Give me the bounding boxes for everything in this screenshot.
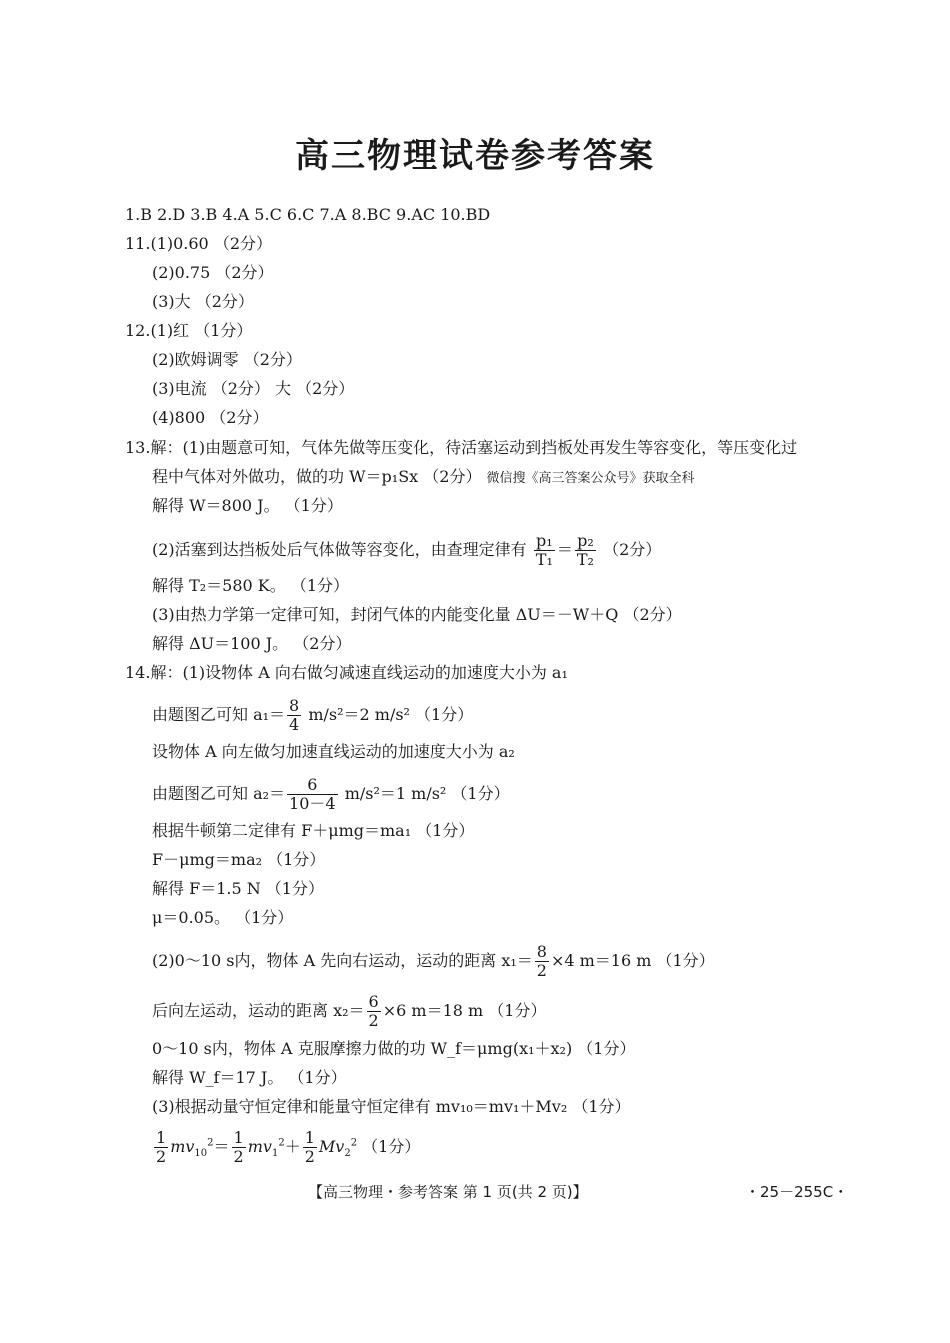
q14-x2-text: 后向左运动，运动的距离 x₂＝ — [152, 1001, 365, 1020]
q11-part3: (3)大 （2分） — [152, 292, 254, 311]
q11-part1: 11.(1)0.60 （2分） — [125, 234, 273, 253]
frac-num: 8 — [289, 696, 300, 715]
frac-den: 10－4 — [289, 794, 336, 813]
q14-line9 — [152, 943, 715, 980]
q14-fraction-8-4 — [287, 697, 301, 734]
q14-energy-score: （1分） — [362, 1137, 421, 1156]
q14-x2-result: ×6 m＝18 m （1分） — [382, 1001, 547, 1020]
frac-den: T₂ — [576, 550, 594, 569]
frac-den: 2 — [233, 1147, 244, 1166]
frac-num: 1 — [156, 1128, 167, 1147]
frac-den: 2 — [368, 1011, 379, 1030]
q13-fraction-p2-T2 — [575, 532, 596, 569]
choice-answers: 1.B 2.D 3.B 4.A 5.C 6.C 7.A 8.BC 9.AC 10.BD — [125, 205, 491, 224]
page-footer: 【高三物理・参考答案 第 1 页(共 2 页)】 — [308, 1183, 588, 1201]
q14-line14: $\frac{1}{2}$ $mv_{10}^2=$ $\frac{1}{2}$ $mv_1^2+$ $\frac{1}{2}$ $Mv_2^2$ （1分） — [156, 1128, 421, 1166]
frac-num: 6 — [368, 992, 379, 1011]
frac-den: 2 — [156, 1147, 167, 1166]
q13-line6: (3)由热力学第一定律可知，封闭气体的内能变化量 ΔU＝－W＋Q （2分） — [152, 605, 682, 624]
page-title: 高三物理试卷参考答案 — [295, 136, 655, 176]
q14-line1: 14.解：(1)设物体 A 向右做匀减速直线运动的加速度大小为 a₁ — [125, 663, 568, 682]
frac-den: 2 — [304, 1147, 315, 1166]
frac-den: 4 — [289, 715, 300, 734]
frac-den: T₁ — [535, 550, 553, 569]
q13-line3: 解得 W＝800 J。 （1分） — [152, 496, 343, 515]
frac-den: 2 — [536, 961, 547, 980]
q14-a2-result: m/s²＝1 m/s² （1分） — [344, 784, 510, 803]
exam-code: ・25－255C・ — [745, 1183, 849, 1201]
frac-num: 8 — [536, 942, 547, 961]
q14-fraction-6-2 — [367, 993, 381, 1030]
frac-num: 1 — [233, 1128, 244, 1147]
q14-a1-text: 由题图乙可知 a₁＝ — [152, 705, 286, 724]
q14-fraction-8-2 — [535, 943, 549, 980]
q14-fraction-6-10m4 — [287, 776, 338, 813]
q14-fraction-half-c — [303, 1129, 317, 1166]
q13-line4: (2)活塞到达挡板处后气体做等容变化，由查理定律有 $\frac{\text{p₁}}{\text{T₁}}$ ＝ $\frac{\text{p₂}}{\text{T₂}}$ （2分） — [152, 531, 662, 569]
q14-line4 — [152, 776, 510, 813]
q14-line7: 解得 F＝1.5 N （1分） — [152, 879, 324, 898]
q12-part3: (3)电流 （2分） 大 （2分） — [152, 379, 355, 398]
q13-score: （2分） — [603, 540, 662, 559]
frac-num: p₂ — [575, 532, 596, 551]
q13-work-formula: 程中气体对外做功，做的功 W＝p₁Sx （2分） — [152, 467, 482, 486]
q13-line5: 解得 T₂＝580 K。 （1分） — [152, 576, 350, 595]
q14-line10 — [152, 993, 546, 1030]
q12-part4: (4)800 （2分） — [152, 408, 269, 427]
frac-num: p₁ — [534, 532, 555, 551]
frac-num: 1 — [304, 1128, 315, 1147]
q14-a2-text: 由题图乙可知 a₂＝ — [152, 784, 286, 803]
q12-part1: 12.(1)红 （1分） — [125, 321, 253, 340]
q12-part2: (2)欧姆调零 （2分） — [152, 350, 302, 369]
q14-line11: 0～10 s内，物体 A 克服摩擦力做的功 W_f＝μmg(x₁＋x₂) （1分） — [152, 1039, 636, 1058]
q13-line1: 13.解：(1)由题意可知，气体先做等压变化，待活塞运动到挡板处再发生等容变化，等压变化过 — [125, 438, 798, 457]
frac-num: 6 — [287, 776, 338, 795]
q14-line6: F－μmg＝ma₂ （1分） — [152, 850, 326, 869]
q14-line12: 解得 W_f＝17 J。 （1分） — [152, 1068, 347, 1087]
q13-charles-law-text: (2)活塞到达挡板处后气体做等容变化，由查理定律有 — [152, 540, 527, 559]
q14-x1-text: (2)0～10 s内，物体 A 先向右运动，运动的距离 x₁＝ — [152, 951, 533, 970]
q13-line7: 解得 ΔU＝100 J。 （2分） — [152, 634, 352, 653]
q14-line3: 设物体 A 向左做匀加速直线运动的加速度大小为 a₂ — [152, 742, 515, 761]
q14-a1-result: m/s²＝2 m/s² （1分） — [308, 705, 474, 724]
q13-wechat-note: 微信搜《高三答案公众号》获取全科 — [486, 471, 695, 486]
q14-line13: (3)根据动量守恒定律和能量守恒定律有 mv₁₀＝mv₁＋Mv₂ （1分） — [152, 1097, 631, 1116]
q13-line2 — [152, 466, 695, 490]
q14-line5: 根据牛顿第二定律有 F＋μmg＝ma₁ （1分） — [152, 821, 475, 840]
q11-part2: (2)0.75 （2分） — [152, 263, 274, 282]
q13-fraction-p1-T1 — [534, 532, 555, 569]
q14-line2 — [152, 697, 473, 734]
q14-line8: μ＝0.05。 （1分） — [152, 908, 294, 927]
q14-fraction-half-b — [232, 1129, 246, 1166]
q14-fraction-half-a — [154, 1129, 168, 1166]
q14-x1-result: ×4 m＝16 m （1分） — [550, 951, 715, 970]
